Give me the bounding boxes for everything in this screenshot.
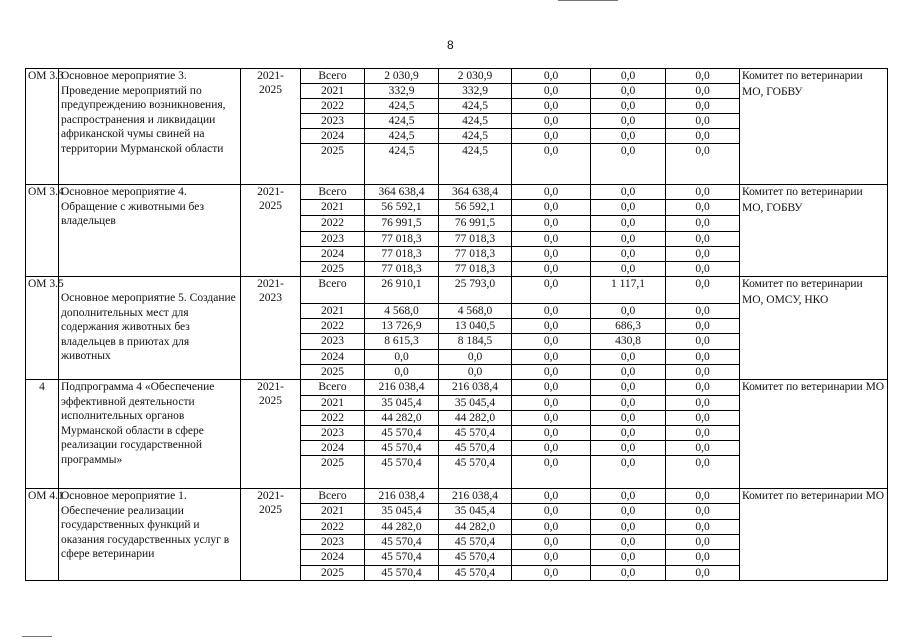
year-cell: 2022: [301, 99, 365, 114]
amount-cell: 0,0: [591, 185, 666, 200]
year-cell: 2021: [301, 504, 365, 520]
amount-cell: 0,0: [512, 99, 591, 114]
amount-cell: 0,0: [512, 185, 591, 200]
amount-cell: 45 570,4: [365, 441, 439, 456]
executor: Комитет по ветеринарии МО, ГОБВУ: [740, 185, 888, 277]
amount-cell: 56 592,1: [365, 200, 439, 216]
amount-cell: 0,0: [591, 129, 666, 144]
amount-cell: 0,0: [591, 262, 666, 277]
amount-cell: 0,0: [512, 520, 591, 535]
amount-cell: 0,0: [512, 365, 591, 380]
amount-cell: 0,0: [666, 216, 740, 232]
amount-cell: 0,0: [591, 411, 666, 426]
amount-cell: 0,0: [591, 144, 666, 185]
program-table: [25, 68, 888, 581]
year-cell: Всего: [301, 185, 365, 200]
year-cell: 2022: [301, 319, 365, 334]
year-cell: 2023: [301, 334, 365, 350]
amount-cell: 0,0: [591, 304, 666, 319]
amount-cell: 45 570,4: [365, 535, 439, 550]
amount-cell: 0,0: [512, 304, 591, 319]
amount-cell: 8 184,5: [439, 334, 512, 350]
year-cell: 2023: [301, 535, 365, 550]
amount-cell: 0,0: [666, 262, 740, 277]
amount-cell: 77 018,3: [439, 262, 512, 277]
amount-cell: 44 282,0: [439, 411, 512, 426]
amount-cell: 0,0: [512, 566, 591, 581]
amount-cell: 0,0: [591, 365, 666, 380]
amount-cell: 424,5: [365, 114, 439, 129]
amount-cell: 0,0: [591, 69, 666, 84]
amount-cell: 0,0: [591, 566, 666, 581]
amount-cell: 0,0: [512, 277, 591, 304]
item-name: Основное мероприятие 4. Обращение с животными без владельцев: [59, 185, 241, 277]
amount-cell: 0,0: [512, 262, 591, 277]
year-cell: 2021: [301, 396, 365, 411]
amount-cell: 45 570,4: [439, 535, 512, 550]
amount-cell: 13 726,9: [365, 319, 439, 334]
year-cell: Всего: [301, 489, 365, 504]
amount-cell: 0,0: [591, 441, 666, 456]
amount-cell: 0,0: [512, 456, 591, 489]
amount-cell: 0,0: [591, 456, 666, 489]
year-cell: 2023: [301, 232, 365, 247]
amount-cell: 35 045,4: [439, 504, 512, 520]
amount-cell: 56 592,1: [439, 200, 512, 216]
amount-cell: 0,0: [512, 84, 591, 99]
amount-cell: 0,0: [666, 535, 740, 550]
amount-cell: 25 793,0: [439, 277, 512, 304]
year-cell: 2021: [301, 200, 365, 216]
item-name: Основное мероприятие 1. Обеспечение реализации государственных функций и оказания государственных услуг в сфере ветеринарии: [59, 489, 241, 581]
amount-cell: 35 045,4: [365, 504, 439, 520]
amount-cell: 0,0: [512, 144, 591, 185]
amount-cell: 332,9: [439, 84, 512, 99]
amount-cell: 0,0: [512, 504, 591, 520]
amount-cell: 0,0: [512, 247, 591, 262]
year-cell: 2024: [301, 550, 365, 566]
amount-cell: 77 018,3: [365, 262, 439, 277]
year-cell: Всего: [301, 69, 365, 84]
amount-cell: 0,0: [512, 380, 591, 396]
amount-cell: 45 570,4: [439, 426, 512, 441]
amount-cell: 216 038,4: [365, 380, 439, 396]
amount-cell: 77 018,3: [439, 247, 512, 262]
item-code: ОМ 3.4: [26, 185, 59, 277]
amount-cell: 13 040,5: [439, 319, 512, 334]
amount-cell: 0,0: [591, 426, 666, 441]
amount-cell: 0,0: [666, 99, 740, 114]
amount-cell: 26 910,1: [365, 277, 439, 304]
amount-cell: 0,0: [365, 350, 439, 365]
executor: Комитет по ветеринарии МО, ОМСУ, НКО: [740, 277, 888, 380]
amount-cell: 0,0: [666, 456, 740, 489]
amount-cell: 424,5: [439, 144, 512, 185]
amount-cell: 0,0: [591, 216, 666, 232]
amount-cell: 0,0: [512, 129, 591, 144]
amount-cell: 45 570,4: [439, 441, 512, 456]
amount-cell: 0,0: [666, 520, 740, 535]
amount-cell: 0,0: [512, 200, 591, 216]
amount-cell: 0,0: [591, 84, 666, 99]
amount-cell: 0,0: [512, 114, 591, 129]
amount-cell: 0,0: [512, 489, 591, 504]
year-cell: 2024: [301, 129, 365, 144]
amount-cell: 4 568,0: [439, 304, 512, 319]
amount-cell: 0,0: [666, 114, 740, 129]
amount-cell: 0,0: [666, 411, 740, 426]
amount-cell: 0,0: [666, 365, 740, 380]
amount-cell: 0,0: [666, 396, 740, 411]
amount-cell: 0,0: [666, 247, 740, 262]
page-number: 8: [447, 38, 454, 52]
amount-cell: 0,0: [512, 396, 591, 411]
amount-cell: 0,0: [666, 441, 740, 456]
amount-cell: 77 018,3: [365, 232, 439, 247]
amount-cell: 424,5: [365, 99, 439, 114]
amount-cell: 0,0: [591, 489, 666, 504]
top-rule: [558, 0, 618, 1]
year-cell: 2025: [301, 365, 365, 380]
amount-cell: 0,0: [666, 504, 740, 520]
item-period: 2021-2025: [241, 380, 301, 489]
amount-cell: 0,0: [591, 114, 666, 129]
year-cell: Всего: [301, 277, 365, 304]
amount-cell: 0,0: [666, 185, 740, 200]
amount-cell: 2 030,9: [439, 69, 512, 84]
year-cell: 2022: [301, 520, 365, 535]
executor: Комитет по ветеринарии МО: [740, 380, 888, 489]
amount-cell: 0,0: [591, 350, 666, 365]
amount-cell: 35 045,4: [439, 396, 512, 411]
amount-cell: 0,0: [666, 200, 740, 216]
year-cell: 2024: [301, 350, 365, 365]
amount-cell: 0,0: [591, 550, 666, 566]
item-code: ОМ 4.1: [26, 489, 59, 581]
year-cell: 2024: [301, 247, 365, 262]
executor: Комитет по ветеринарии МО: [740, 489, 888, 581]
amount-cell: 0,0: [591, 396, 666, 411]
amount-cell: 44 282,0: [365, 520, 439, 535]
amount-cell: 0,0: [666, 566, 740, 581]
table-row: [26, 489, 888, 504]
amount-cell: 364 638,4: [439, 185, 512, 200]
amount-cell: 424,5: [439, 129, 512, 144]
amount-cell: 0,0: [666, 304, 740, 319]
amount-cell: 364 638,4: [365, 185, 439, 200]
year-cell: 2025: [301, 144, 365, 185]
year-cell: 2024: [301, 441, 365, 456]
amount-cell: 686,3: [591, 319, 666, 334]
year-cell: 2022: [301, 216, 365, 232]
amount-cell: 76 991,5: [365, 216, 439, 232]
amount-cell: 0,0: [666, 277, 740, 304]
item-period: 2021-2025: [241, 489, 301, 581]
amount-cell: 216 038,4: [439, 380, 512, 396]
amount-cell: 0,0: [591, 520, 666, 535]
amount-cell: 0,0: [666, 489, 740, 504]
amount-cell: 0,0: [591, 380, 666, 396]
amount-cell: 332,9: [365, 84, 439, 99]
amount-cell: 35 045,4: [365, 396, 439, 411]
year-cell: 2022: [301, 411, 365, 426]
amount-cell: 0,0: [512, 426, 591, 441]
amount-cell: 0,0: [666, 334, 740, 350]
year-cell: 2023: [301, 426, 365, 441]
amount-cell: 0,0: [666, 69, 740, 84]
amount-cell: 0,0: [512, 441, 591, 456]
amount-cell: 8 615,3: [365, 334, 439, 350]
table-row: [26, 277, 888, 304]
amount-cell: 0,0: [666, 426, 740, 441]
amount-cell: 45 570,4: [365, 550, 439, 566]
amount-cell: 216 038,4: [439, 489, 512, 504]
amount-cell: 0,0: [666, 380, 740, 396]
item-period: 2021-2025: [241, 69, 301, 185]
table-row: [26, 380, 888, 396]
amount-cell: 44 282,0: [439, 520, 512, 535]
amount-cell: 0,0: [591, 99, 666, 114]
amount-cell: 0,0: [666, 319, 740, 334]
year-cell: 2025: [301, 566, 365, 581]
bottom-rule: [22, 636, 52, 637]
amount-cell: 44 282,0: [365, 411, 439, 426]
item-period: 2021-2025: [241, 185, 301, 277]
year-cell: 2025: [301, 262, 365, 277]
year-cell: 2025: [301, 456, 365, 489]
item-name: Основное мероприятие 5. Создание дополнительных мест для содержания животных без владельцев в приютах для животных: [59, 277, 241, 380]
year-cell: Всего: [301, 380, 365, 396]
amount-cell: 0,0: [591, 247, 666, 262]
amount-cell: 0,0: [512, 232, 591, 247]
amount-cell: 0,0: [512, 411, 591, 426]
amount-cell: 45 570,4: [365, 566, 439, 581]
amount-cell: 424,5: [365, 144, 439, 185]
amount-cell: 0,0: [666, 232, 740, 247]
amount-cell: 0,0: [512, 334, 591, 350]
amount-cell: 0,0: [365, 365, 439, 380]
amount-cell: 0,0: [439, 350, 512, 365]
item-code: ОМ 3.3: [26, 69, 59, 185]
table-row: [26, 185, 888, 200]
amount-cell: 0,0: [512, 550, 591, 566]
amount-cell: 424,5: [365, 129, 439, 144]
amount-cell: 0,0: [512, 535, 591, 550]
item-period: 2021-2023: [241, 277, 301, 380]
amount-cell: 424,5: [439, 114, 512, 129]
amount-cell: 216 038,4: [365, 489, 439, 504]
amount-cell: 0,0: [591, 535, 666, 550]
amount-cell: 45 570,4: [439, 566, 512, 581]
item-name: Основное мероприятие 3. Проведение мероприятий по предупреждению возникновения, распространения и ликвидации африканской чумы свиней на территории Мурманской области: [59, 69, 241, 185]
year-cell: 2021: [301, 304, 365, 319]
amount-cell: 0,0: [591, 200, 666, 216]
amount-cell: 0,0: [512, 350, 591, 365]
item-code: 4: [26, 380, 59, 489]
amount-cell: 2 030,9: [365, 69, 439, 84]
year-cell: 2021: [301, 84, 365, 99]
amount-cell: 4 568,0: [365, 304, 439, 319]
amount-cell: 77 018,3: [439, 232, 512, 247]
amount-cell: 45 570,4: [365, 456, 439, 489]
amount-cell: 0,0: [591, 232, 666, 247]
amount-cell: 45 570,4: [365, 426, 439, 441]
amount-cell: 77 018,3: [365, 247, 439, 262]
amount-cell: 0,0: [666, 550, 740, 566]
amount-cell: 1 117,1: [591, 277, 666, 304]
amount-cell: 424,5: [439, 99, 512, 114]
executor: Комитет по ветеринарии МО, ГОБВУ: [740, 69, 888, 185]
amount-cell: 0,0: [666, 144, 740, 185]
amount-cell: 76 991,5: [439, 216, 512, 232]
amount-cell: 45 570,4: [439, 456, 512, 489]
amount-cell: 0,0: [591, 504, 666, 520]
amount-cell: 430,8: [591, 334, 666, 350]
amount-cell: 0,0: [512, 69, 591, 84]
item-code: ОМ 3.5: [26, 277, 59, 380]
amount-cell: 0,0: [666, 129, 740, 144]
amount-cell: 0,0: [512, 216, 591, 232]
amount-cell: 0,0: [512, 319, 591, 334]
year-cell: 2023: [301, 114, 365, 129]
amount-cell: 0,0: [666, 84, 740, 99]
amount-cell: 0,0: [666, 350, 740, 365]
table-row: [26, 69, 888, 84]
amount-cell: 0,0: [439, 365, 512, 380]
item-name: Подпрограмма 4 «Обеспечение эффективной деятельности исполнительных органов Мурманской области в сфере реализации государственной программы»: [59, 380, 241, 489]
amount-cell: 45 570,4: [439, 550, 512, 566]
